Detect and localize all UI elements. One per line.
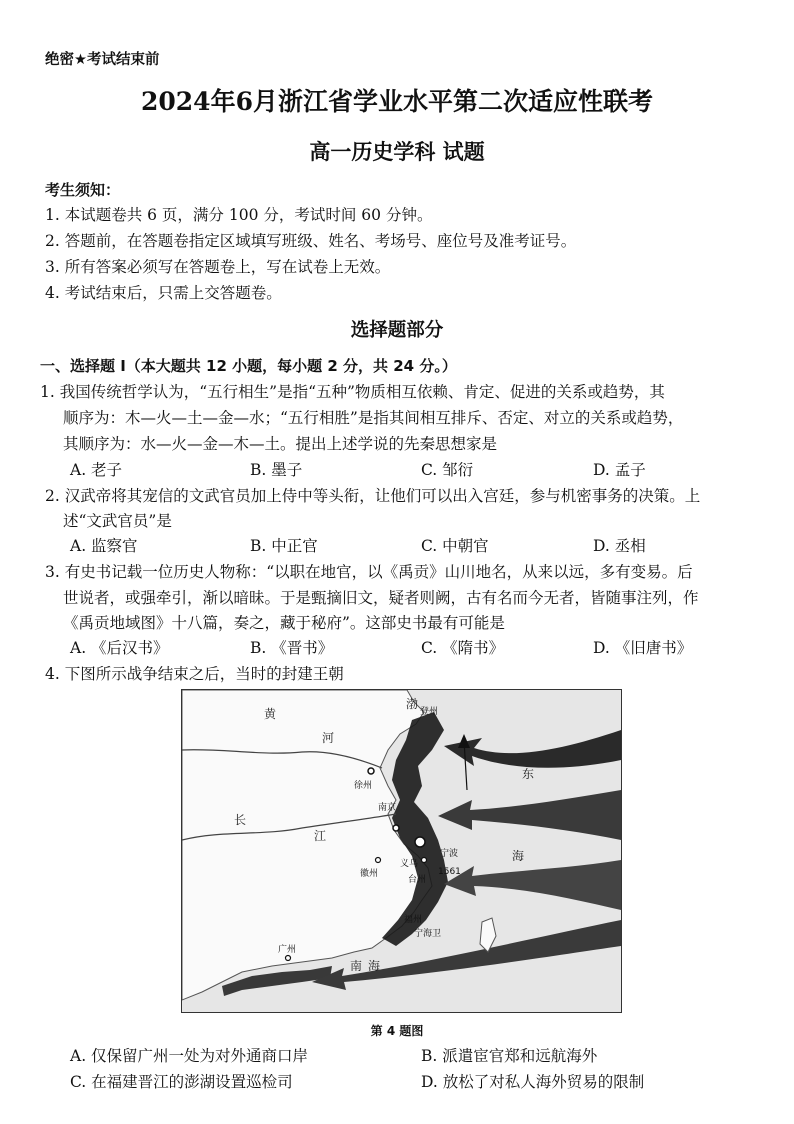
q1-option-c: C. 邹衍	[421, 461, 474, 479]
q3-line-3: 《禹贡地域图》十八篇，奏之，藏于秘府”。这部史书最有可能是	[63, 614, 505, 632]
q4-map-svg	[182, 690, 621, 1012]
label-he: 河	[322, 731, 335, 745]
label-taizhou: 台州	[408, 875, 427, 885]
label-hai: 海	[512, 849, 525, 863]
label-bo: 渤	[406, 697, 419, 711]
notice-item-3: 3. 所有答案必须写在答题卷上，写在试卷上无效。	[45, 258, 391, 276]
q2-option-c: C. 中朝官	[421, 537, 489, 555]
q4-option-d: D. 放松了对私人海外贸易的限制	[421, 1073, 645, 1091]
section-heading: 选择题部分	[350, 320, 444, 341]
label-year: 1561	[438, 867, 461, 877]
city-dot-xuzhou	[368, 768, 374, 774]
secret-label: 绝密★考试结束前	[45, 52, 160, 68]
q4-line-1: 4. 下图所示战争结束之后，当时的封建王朝	[45, 665, 344, 683]
figure-caption: 第 4 题图	[370, 1024, 424, 1038]
city-dot-guangzhou	[286, 956, 291, 961]
part-heading: 一、选择题 I（本大题共 12 小题，每小题 2 分，共 24 分。）	[40, 357, 457, 375]
label-ninghaiwei: 宁海卫	[414, 929, 442, 939]
q2-option-a: A. 监察官	[70, 537, 138, 555]
label-huang: 黄	[264, 707, 277, 721]
q1-line-3: 其顺序为：水—火—金—木—土。提出上述学说的先秦思想家是	[63, 435, 498, 453]
label-xuzhou: 徐州	[354, 781, 373, 791]
q2-line-1: 2. 汉武帝将其宠信的文武官员加上侍中等头衔，让他们可以出入宫廷，参与机密事务的决策。上	[45, 487, 701, 505]
label-nanjing: 南京	[378, 803, 397, 813]
notice-item-1: 1. 本试题卷共 6 页，满分 100 分，考试时间 60 分钟。	[45, 206, 433, 224]
q4-option-a: A. 仅保留广州一处为对外通商口岸	[70, 1047, 309, 1065]
sub-title: 高一历史学科 试题	[309, 140, 485, 164]
label-ningbo: 宁波	[440, 849, 459, 859]
q2-option-b: B. 中正官	[250, 537, 318, 555]
q1-line-1: 1. 我国传统哲学认为，“五行相生”是指“五种”物质相互依赖、肯定、促进的关系或趋势，其	[40, 383, 665, 401]
notice-item-4: 4. 考试结束后，只需上交答题卷。	[45, 284, 282, 302]
label-nan: 南	[350, 959, 363, 973]
lake-taihu	[415, 837, 425, 847]
main-title: 2024年6月浙江省学业水平第二次适应性联考	[141, 87, 653, 116]
label-chang: 长	[234, 813, 247, 827]
q3-option-b: B. 《晋书》	[250, 639, 334, 657]
label-dengzhou: 登州	[420, 707, 439, 717]
label-dong: 东	[522, 767, 535, 781]
q4-option-c: C. 在福建晋江的澎湖设置巡检司	[70, 1073, 293, 1091]
notice-item-2: 2. 答题前，在答题卷指定区域填写班级、姓名、考场号、座位号及准考证号。	[45, 232, 577, 250]
q1-option-d: D. 孟子	[593, 461, 646, 479]
q2-option-d: D. 丞相	[593, 537, 646, 555]
q4-map-figure	[181, 689, 622, 1013]
q3-option-c: C. 《隋书》	[421, 639, 505, 657]
label-hai2: 海	[368, 959, 381, 973]
q3-line-1: 3. 有史书记载一位历史人物称：“以职在地官，以《禹贡》山川地名，从来以远，多有变易。后	[45, 563, 693, 581]
label-jiang: 江	[314, 829, 327, 843]
city-dot-nanjing	[393, 825, 399, 831]
label-yiwu: 义乌	[400, 859, 419, 869]
q3-option-a: A. 《后汉书》	[70, 639, 169, 657]
q4-option-b: B. 派遣宦官郑和远航海外	[421, 1047, 598, 1065]
notice-heading: 考生须知：	[45, 181, 121, 199]
q1-option-b: B. 墨子	[250, 461, 303, 479]
q3-line-2: 世说者，或强牵引，渐以暗昧。于是甄摘旧文，疑者则阙，古有名而今无者，皆随事注列，作	[63, 589, 699, 607]
q1-option-a: A. 老子	[70, 461, 123, 479]
q2-line-2: 述“文武官员”是	[63, 512, 172, 530]
label-huizhou: 徽州	[360, 869, 379, 879]
label-fuzhou: 福州	[404, 915, 423, 925]
q1-line-2: 顺序为：木—火—土—金—水；“五行相胜”是指其间相互排斥、否定、对立的关系或趋势，	[63, 409, 684, 427]
label-guangzhou: 广州	[278, 945, 297, 955]
city-dot-huizhou	[376, 858, 381, 863]
city-dot-yiwu	[422, 858, 427, 863]
q3-option-d: D. 《旧唐书》	[593, 639, 693, 657]
